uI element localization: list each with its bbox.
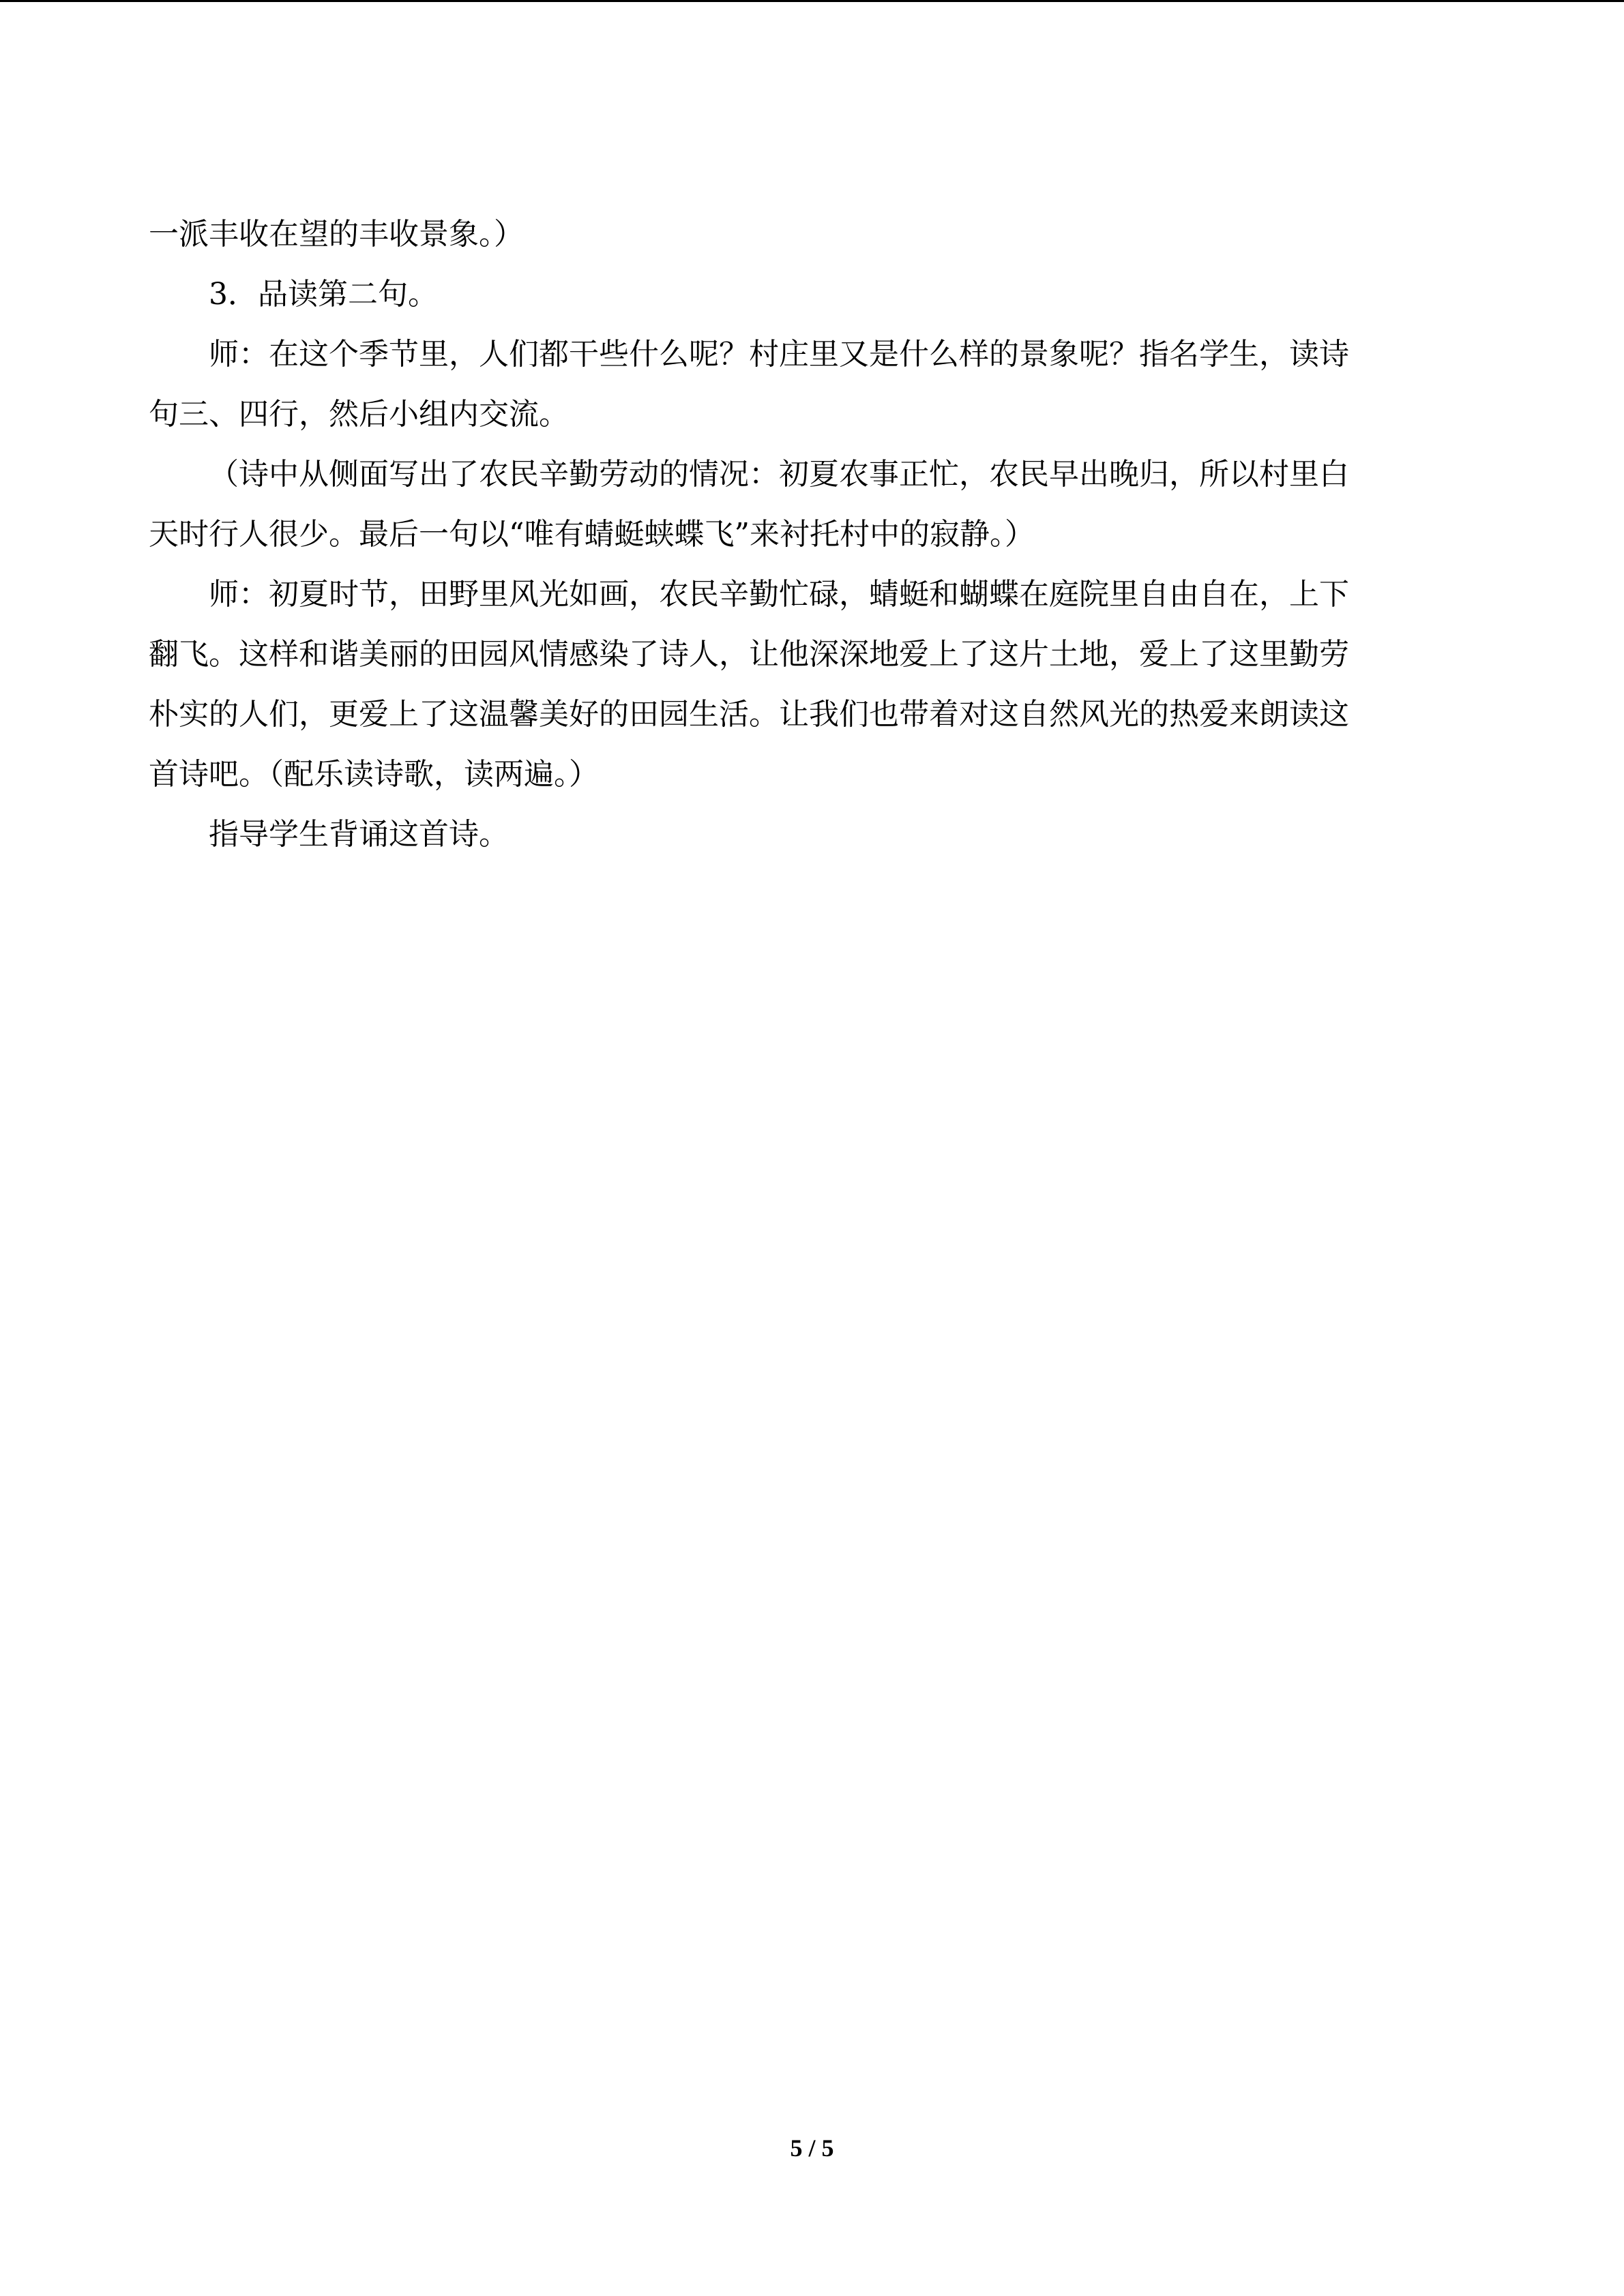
- paragraph-line: 3．品读第二句。: [209, 277, 438, 312]
- paragraph-line: 师：初夏时节，田野里风光如画，农民辛勤忙碌，蜻蜓和蝴蝶在庭院里自由自在，上下: [209, 577, 1349, 612]
- paragraph-line: 首诗吧。（配乐读诗歌，读两遍。）: [149, 757, 599, 792]
- document-body: [149, 205, 1457, 865]
- paragraph-line: 翻飞。这样和谐美丽的田园风情感染了诗人，让他深深地爱上了这片土地，爱上了这里勤劳: [149, 637, 1349, 672]
- paragraph-line: 句三、四行，然后小组内交流。: [149, 397, 569, 432]
- paragraph-line: 师：在这个季节里，人们都干些什么呢？村庄里又是什么样的景象呢？指名学生，读诗: [209, 337, 1349, 372]
- page-number: 5 / 5: [790, 2134, 834, 2162]
- top-border-line: [0, 0, 1624, 2]
- paragraph-line: （诗中从侧面写出了农民辛勤劳动的情况：初夏农事正忙，农民早出晚归，所以村里白: [209, 457, 1349, 492]
- paragraph-line: 朴实的人们，更爱上了这温馨美好的田园生活。让我们也带着对这自然风光的热爱来朗读这: [149, 697, 1349, 732]
- paragraph-line: 指导学生背诵这首诗。: [209, 817, 509, 852]
- paragraph-line: 天时行人很少。最后一句以“唯有蜻蜓蛱蝶飞”来衬托村中的寂静。）: [149, 517, 1035, 552]
- paragraph-line: 一派丰收在望的丰收景象。）: [149, 217, 524, 252]
